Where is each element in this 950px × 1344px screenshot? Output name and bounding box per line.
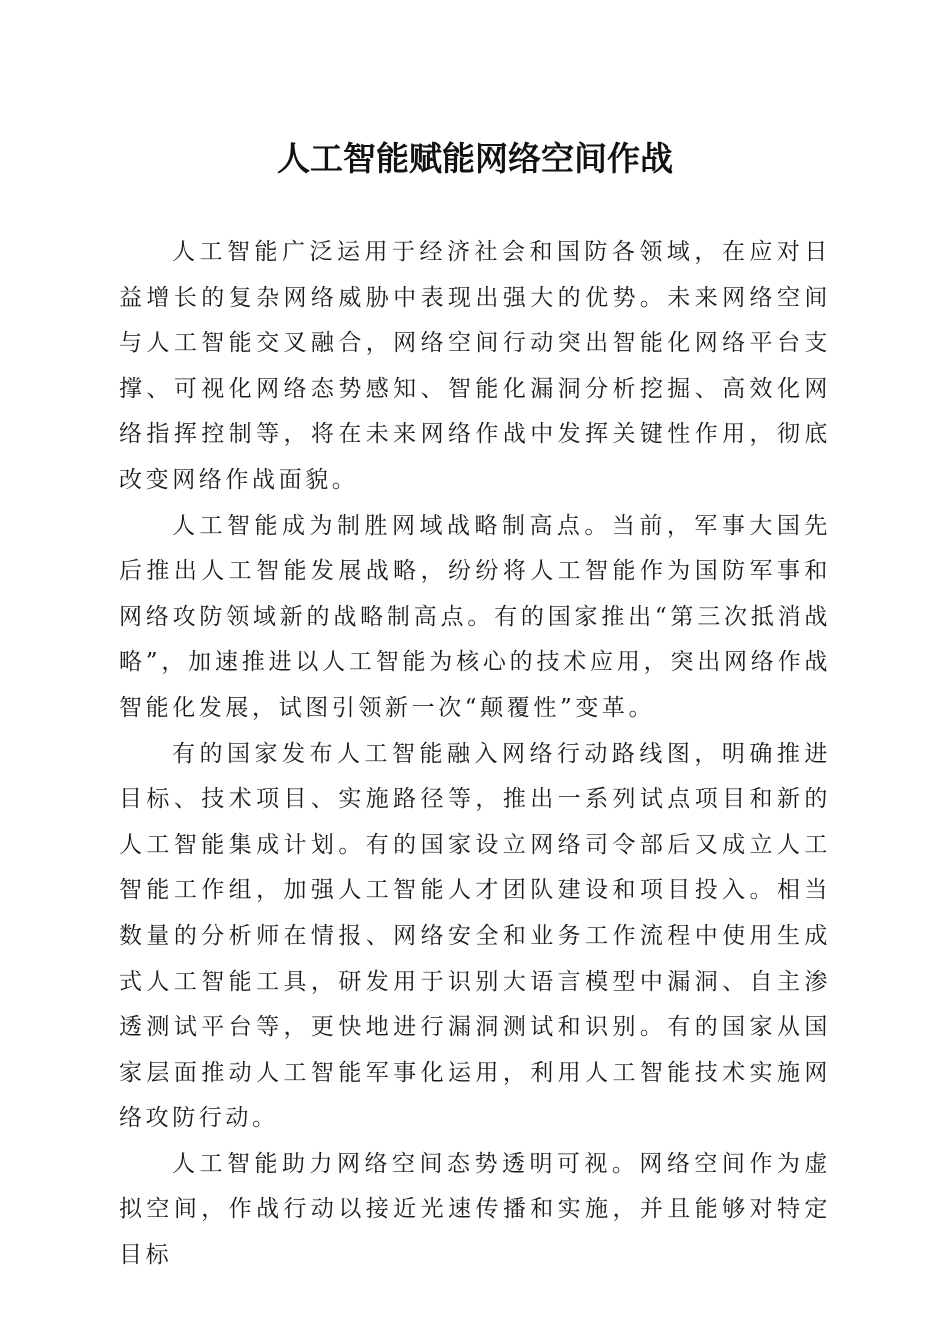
document-body	[119, 230, 831, 1279]
paragraph-strategic-high-ground: 人工智能成为制胜网域战略制高点。当前，军事大国先后推出人工智能发展战略，纷纷将人工智能作为国防军事和网络攻防领域新的战略制高点。有的国家推出“第三次抵消战略”，加速推进以人工智能为核心的技术应用，突出网络作战智能化发展，试图引领新一次“颠覆性”变革。	[119, 512, 831, 721]
paragraph-situational-awareness: 人工智能助力网络空间态势透明可视。网络空间作为虚拟空间，作战行动以接近光速传播和实施，并且能够对特定目标	[119, 1150, 831, 1269]
document-title: 人工智能赋能网络空间作战	[277, 139, 673, 178]
paragraph-roadmap: 有的国家发布人工智能融入网络行动路线图，明确推进目标、技术项目、实施路径等，推出一系列试点项目和新的人工智能集成计划。有的国家设立网络司令部后又成立人工智能工作组，加强人工智能人才团队建设和项目投入。相当数量的分析师在情报、网络安全和业务工作流程中使用生成式人工智能工具，研发用于识别大语言模型中漏洞、自主渗透测试平台等，更快地进行漏洞测试和识别。有的国家从国家层面推动人工智能军事化运用，利用人工智能技术实施网络攻防行动。	[119, 740, 831, 1132]
paragraph-intro: 人工智能广泛运用于经济社会和国防各领域，在应对日益增长的复杂网络威胁中表现出强大的优势。未来网络空间与人工智能交叉融合，网络空间行动突出智能化网络平台支撑、可视化网络态势感知、智能化漏洞分析挖掘、高效化网络指挥控制等，将在未来网络作战中发挥关键性作用，彻底改变网络作战面貌。	[119, 239, 831, 493]
